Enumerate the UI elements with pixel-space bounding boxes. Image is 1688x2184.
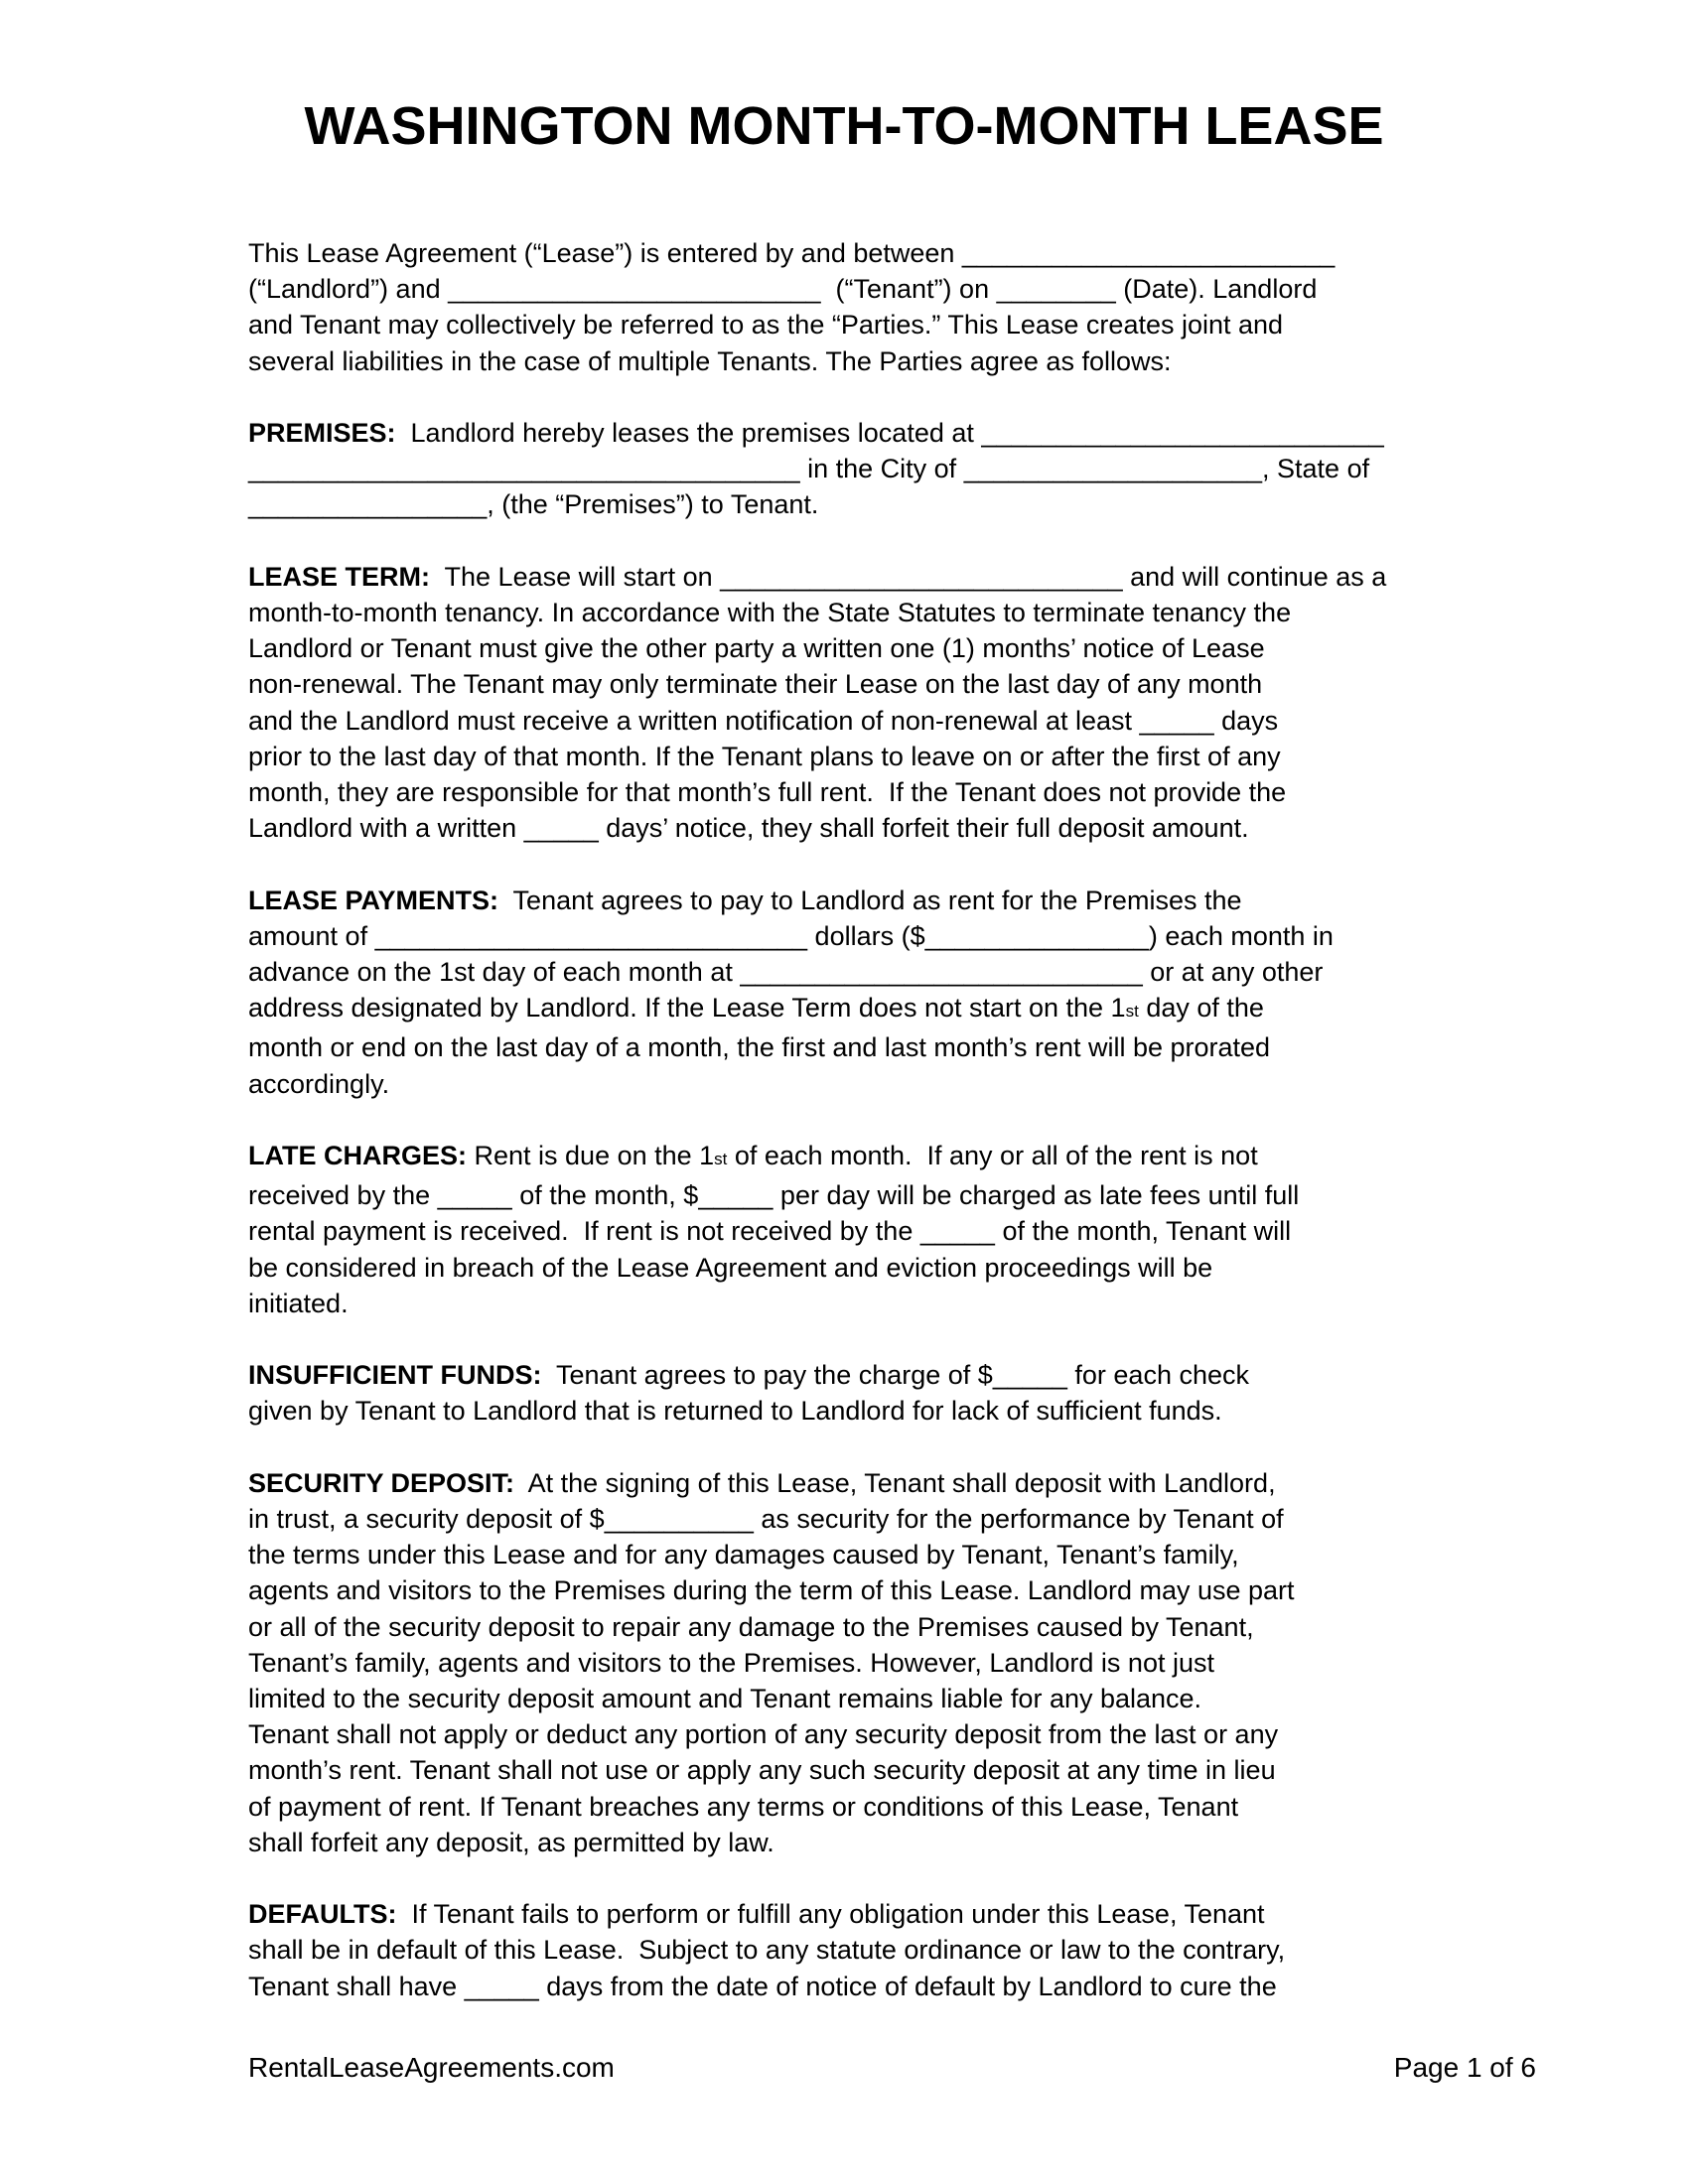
text-line [248, 1572, 1628, 1608]
text-line [248, 1789, 1628, 1825]
text-segment: of payment of rent. If Tenant breaches any terms or conditions of this Lease, Tenant [248, 1791, 1239, 1822]
text-segment: month, they are responsible for that month’s full rent. If the Tenant does not provide the [248, 777, 1287, 808]
section-heading: LEASE PAYMENTS: [248, 885, 499, 915]
document-title: WASHINGTON MONTH-TO-MONTH LEASE [304, 96, 1384, 156]
text-segment: or all of the security deposit to repair any damage to the Premises caused by Tenant, [248, 1611, 1254, 1642]
text-segment: of each month. If any or all of the rent is not [727, 1141, 1258, 1171]
text-segment: received by the [248, 1180, 438, 1211]
text-segment: shall be in default of this Lease. Subject to any statute ordinance or law to the contrary, [248, 1935, 1286, 1966]
section-heading: LATE CHARGES: [248, 1141, 467, 1171]
text-segment: (“Landlord”) and [248, 274, 449, 305]
text-line [248, 630, 1628, 666]
text-segment: Tenant agrees to pay to Landlord as rent for the Premises the [498, 885, 1242, 915]
text-segment: be considered in breach of the Lease Agreement and eviction proceedings will be [248, 1252, 1213, 1283]
section-heading: SECURITY DEPOSIT: [248, 1467, 515, 1498]
text-line [248, 1716, 1628, 1752]
text-line [248, 415, 1628, 451]
blank-field: _____ [437, 1180, 512, 1211]
text-segment: amount of [248, 920, 375, 951]
section-insufficient-funds [248, 1357, 1628, 1429]
text-segment: given by Tenant to Landlord that is returned to Landlord for lack of sufficient funds. [248, 1396, 1222, 1427]
text-segment: days [1213, 705, 1279, 736]
text-segment: If Tenant fails to perform or fulfill any obligation under this Lease, Tenant [396, 1899, 1265, 1930]
text-segment: of the month, Tenant will [994, 1216, 1292, 1247]
text-segment: day of the [1138, 993, 1264, 1024]
text-line [248, 1932, 1628, 1968]
blank-field: ___________________________ [981, 418, 1384, 448]
text-segment: of the month, $ [511, 1180, 699, 1211]
text-segment: month-to-month tenancy. In accordance with the State Statutes to terminate tenancy the [248, 598, 1292, 627]
text-segment: month or end on the last day of a month, the first and last month’s rent will be prorated [248, 1032, 1271, 1063]
text-line [248, 343, 1628, 379]
text-segment: ) each month in [1148, 920, 1334, 951]
section-heading: DEFAULTS: [248, 1899, 397, 1930]
text-line [248, 595, 1628, 630]
text-line [248, 1752, 1628, 1788]
blank-field: __________ [604, 1504, 754, 1535]
page-footer [248, 2051, 1536, 2085]
text-segment: Rent is due on the 1 [467, 1141, 715, 1171]
text-segment: and Tenant may collectively be referred to as the “Parties.” This Lease creates joint and [248, 310, 1284, 341]
text-line [248, 451, 1628, 486]
text-line [248, 739, 1628, 774]
text-segment: in trust, a security deposit of $ [248, 1504, 605, 1535]
text-segment: Landlord hereby leases the premises located at [395, 418, 982, 448]
blank-field: _________________________ [961, 238, 1336, 268]
text-line [248, 1138, 1628, 1177]
blank-field: _____________________________________ [248, 454, 800, 484]
text-segment: The Lease will start on [430, 561, 721, 592]
text-segment: , State of [1262, 454, 1370, 484]
text-line [248, 1537, 1628, 1572]
text-segment: for each check [1066, 1360, 1249, 1391]
text-segment: advance on the 1st day of each month at [248, 957, 741, 988]
blank-field: ________________ [248, 489, 488, 520]
text-line [248, 1825, 1628, 1860]
text-line [248, 810, 1628, 846]
text-line [248, 1501, 1628, 1537]
text-line [248, 235, 1628, 271]
text-segment: or at any other [1142, 957, 1324, 988]
text-segment: several liabilities in the case of multiple Tenants. The Parties agree as follows: [248, 345, 1172, 376]
text-line [248, 1029, 1628, 1065]
text-line [248, 954, 1628, 990]
text-line [248, 1066, 1628, 1102]
section-security-deposit [248, 1465, 1628, 1860]
section-heading: INSUFFICIENT FUNDS: [248, 1360, 542, 1391]
text-segment: days’ notice, they shall forfeit their full deposit amount. [598, 813, 1249, 844]
text-line [248, 307, 1628, 342]
text-segment: month’s rent. Tenant shall not use or apply any such security deposit at any time in lieu [248, 1755, 1276, 1786]
text-segment: days from the date of notice of default by Landlord to cure the [538, 1971, 1277, 2001]
footer-website: RentalLeaseAgreements.com [248, 2052, 615, 2083]
section-heading: PREMISES: [248, 418, 396, 448]
text-line [248, 774, 1628, 810]
text-line [248, 271, 1628, 307]
text-segment: and the Landlord must receive a written notification of non-renewal at least [248, 705, 1140, 736]
blank-field: _____ [919, 1216, 995, 1247]
text-segment: address designated by Landlord. If the Lease Term does not start on the 1 [248, 993, 1126, 1024]
text-segment: as security for the performance by Tenant of [753, 1504, 1284, 1535]
text-line [248, 486, 1628, 522]
blank-field: ___________________________ [720, 561, 1123, 592]
text-segment: Tenant’s family, agents and visitors to the Premises. However, Landlord is not just [248, 1647, 1214, 1678]
text-segment: limited to the security deposit amount and Tenant remains liable for any balance. [248, 1684, 1202, 1714]
text-segment: st [1125, 1002, 1139, 1022]
text-segment: rental payment is received. If rent is not received by the [248, 1216, 920, 1247]
text-segment: agents and visitors to the Premises during the term of this Lease. Landlord may use part [248, 1575, 1295, 1606]
text-segment: accordingly. [248, 1068, 390, 1099]
blank-field: _____ [698, 1180, 774, 1211]
text-line [248, 1969, 1628, 2004]
text-segment: (“Tenant”) on [820, 274, 997, 305]
text-segment: in the City of [799, 454, 964, 484]
section-lease-payments [248, 883, 1628, 1102]
section-premises [248, 415, 1628, 523]
blank-field: ___________________________ [740, 957, 1143, 988]
blank-field: _____ [523, 813, 599, 844]
blank-field: _____ [1139, 705, 1214, 736]
section-intro [248, 235, 1628, 379]
text-segment: (Date). Landlord [1115, 274, 1318, 305]
text-line [248, 990, 1628, 1029]
text-line [248, 1681, 1628, 1716]
section-heading: LEASE TERM: [248, 561, 431, 592]
blank-field: _______________ [924, 920, 1149, 951]
text-line [248, 666, 1628, 702]
text-line [248, 1465, 1628, 1501]
text-line [248, 1896, 1628, 1932]
text-line [248, 1286, 1628, 1321]
text-line [248, 1177, 1628, 1213]
blank-field: _____ [464, 1971, 539, 2001]
section-lease-term [248, 559, 1628, 847]
document-body [0, 235, 1688, 2004]
blank-field: ________ [996, 274, 1116, 305]
text-segment: Landlord or Tenant must give the other party a written one (1) months’ notice of Lease [248, 633, 1265, 664]
text-segment: per day will be charged as late fees until full [773, 1180, 1300, 1211]
text-line [248, 1357, 1628, 1393]
text-line [248, 1393, 1628, 1429]
footer-page-number: Page 1 of 6 [1393, 2052, 1536, 2083]
text-line [248, 703, 1628, 739]
text-segment: Tenant shall not apply or deduct any portion of any security deposit from the last or any [248, 1719, 1279, 1750]
text-segment: prior to the last day of that month. If the Tenant plans to leave on or after the first of any [248, 741, 1281, 771]
text-line [248, 918, 1628, 954]
text-line [248, 1250, 1628, 1286]
text-line [248, 1609, 1628, 1645]
text-segment: dollars ($ [807, 920, 925, 951]
section-late-charges [248, 1138, 1628, 1321]
blank-field: _________________________ [448, 274, 821, 305]
text-segment: non-renewal. The Tenant may only terminate their Lease on the last day of any month [248, 669, 1263, 700]
blank-field: _____ [992, 1360, 1067, 1391]
text-segment: shall forfeit any deposit, as permitted by law. [248, 1827, 774, 1857]
text-line [248, 1645, 1628, 1681]
text-line [248, 1213, 1628, 1249]
section-defaults [248, 1896, 1628, 2004]
text-segment: Tenant shall have [248, 1971, 465, 2001]
text-segment: and will continue as a [1122, 561, 1387, 592]
text-segment: This Lease Agreement (“Lease”) is entered by and between [248, 238, 962, 268]
blank-field: _____________________________ [374, 920, 808, 951]
text-segment: initiated. [248, 1288, 349, 1318]
text-segment: Landlord with a written [248, 813, 524, 844]
text-segment: st [714, 1150, 728, 1169]
text-segment: , (the “Premises”) to Tenant. [487, 489, 819, 520]
blank-field: ____________________ [963, 454, 1263, 484]
text-line [248, 559, 1628, 595]
text-line [248, 883, 1628, 918]
text-segment: the terms under this Lease and for any damages caused by Tenant, Tenant’s family, [248, 1540, 1239, 1570]
text-segment: Tenant agrees to pay the charge of $ [541, 1360, 993, 1391]
text-segment: At the signing of this Lease, Tenant shall deposit with Landlord, [514, 1467, 1276, 1498]
